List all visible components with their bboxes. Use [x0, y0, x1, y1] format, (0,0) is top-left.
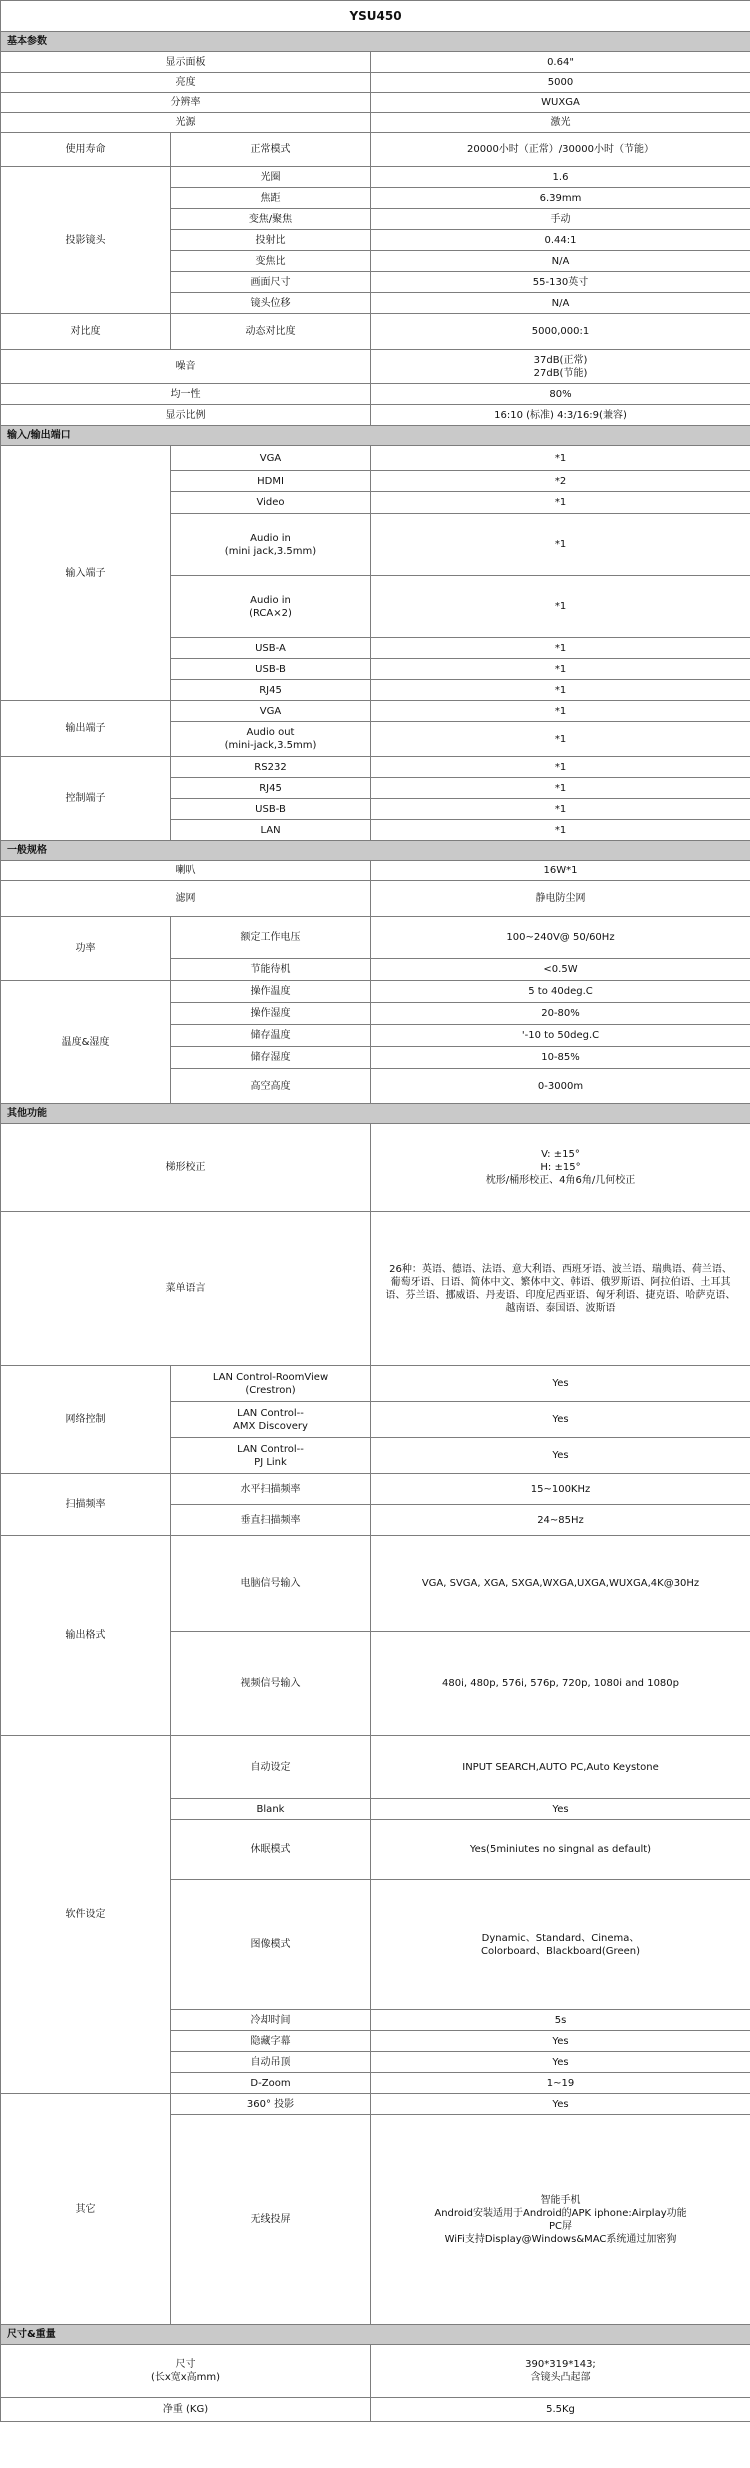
wireless-line: 智能手机: [540, 2194, 581, 2206]
spec-label: 储存温度: [171, 1025, 371, 1047]
spec-value: *1: [371, 659, 750, 680]
spec-row: [1, 881, 750, 917]
spec-value: *1: [371, 701, 750, 722]
noise-normal: 37dB(正常): [533, 354, 588, 366]
spec-row: [1, 2094, 750, 2115]
group-label: 输出格式: [1, 1536, 171, 1736]
spec-label: 水平扫描频率: [171, 1474, 371, 1505]
spec-value: <0.5W: [371, 959, 750, 981]
spec-value: Yes: [371, 2052, 750, 2073]
dims-note: 含镜头凸起部: [530, 2372, 591, 2383]
noise-eco: 27dB(节能): [533, 367, 588, 379]
spec-row: [1, 757, 750, 778]
spec-value: *2: [371, 471, 750, 492]
group-label: 对比度: [1, 314, 171, 350]
spec-row: [1, 446, 750, 471]
spec-row: [1, 113, 750, 133]
port-name: Audio in: [250, 532, 291, 544]
spec-value: 激光: [371, 113, 750, 133]
spec-label: 操作温度: [171, 981, 371, 1003]
spec-label: USB-B: [171, 799, 371, 820]
spec-row: [1, 384, 750, 405]
spec-value: N/A: [371, 293, 750, 314]
spec-row: [1, 1366, 750, 1402]
spec-value: [371, 2115, 750, 2325]
spec-value: *1: [371, 722, 750, 757]
spec-label: 分辨率: [1, 93, 371, 113]
section-other-label: 其他功能: [1, 1104, 750, 1124]
spec-row: [1, 2398, 750, 2422]
section-io: [1, 426, 750, 446]
network-feature-detail: (Crestron): [245, 1384, 296, 1396]
section-size: [1, 2325, 750, 2345]
spec-label: Video: [171, 492, 371, 514]
spec-value: WUXGA: [371, 93, 750, 113]
spec-label: 显示面板: [1, 52, 371, 73]
port-name: Audio out: [246, 727, 295, 738]
network-feature-detail: AMX Discovery: [233, 1420, 308, 1432]
spec-row: [1, 52, 750, 73]
port-detail: (RCA×2): [249, 607, 292, 619]
spec-label: 亮度: [1, 73, 371, 93]
spec-label: Blank: [171, 1799, 371, 1820]
spec-value: [371, 1880, 750, 2010]
image-modes: Dynamic、Standard、Cinema、: [481, 1932, 640, 1944]
spec-row: [1, 2345, 750, 2398]
spec-label: 变焦/聚焦: [171, 209, 371, 230]
title-row: [1, 1, 750, 32]
spec-row: [1, 405, 750, 426]
group-label: 扫描频率: [1, 1474, 171, 1536]
spec-row: [1, 314, 750, 350]
spec-label: 变焦比: [171, 251, 371, 272]
spec-label: 图像模式: [171, 1880, 371, 2010]
spec-value: *1: [371, 820, 750, 841]
spec-row: [1, 133, 750, 167]
spec-label: 正常模式: [171, 133, 371, 167]
spec-label: 滤网: [1, 881, 371, 917]
spec-value: *1: [371, 680, 750, 701]
spec-row: [1, 701, 750, 722]
spec-label: 梯形校正: [1, 1124, 371, 1212]
section-other: [1, 1104, 750, 1124]
group-label: 控制端子: [1, 757, 171, 841]
group-label: 软件设定: [1, 1736, 171, 2094]
spec-label: USB-A: [171, 638, 371, 659]
section-size-label: 尺寸&重量: [1, 2325, 750, 2345]
spec-label: 镜头位移: [171, 293, 371, 314]
spec-value: VGA, SVGA, XGA, SXGA,WXGA,UXGA,WUXGA,4K@30Hz: [371, 1536, 750, 1632]
spec-label: LAN: [171, 820, 371, 841]
spec-row: [1, 1212, 750, 1366]
spec-value: 5000: [371, 73, 750, 93]
spec-label: RJ45: [171, 778, 371, 799]
spec-value: '-10 to 50deg.C: [371, 1025, 750, 1047]
spec-value: 100~240V@ 50/60Hz: [371, 917, 750, 959]
spec-value: 20-80%: [371, 1003, 750, 1025]
spec-value: N/A: [371, 251, 750, 272]
group-label: 投影镜头: [1, 167, 171, 314]
section-general: [1, 841, 750, 861]
spec-row: [1, 1474, 750, 1505]
spec-label: 储存湿度: [171, 1047, 371, 1069]
section-basic-label: 基本参数: [1, 32, 750, 52]
dims-label: 尺寸: [175, 2359, 196, 2370]
spec-label: 焦距: [171, 188, 371, 209]
spec-label: 均一性: [1, 384, 371, 405]
spec-label: 高空高度: [171, 1069, 371, 1104]
spec-label: 操作湿度: [171, 1003, 371, 1025]
keystone-extra: 枕形/桶形校正、4角6角/几何校正: [485, 1175, 636, 1186]
spec-label: VGA: [171, 701, 371, 722]
dims-unit: (长x宽x高mm): [150, 2372, 221, 2383]
group-label: 输出端子: [1, 701, 171, 757]
spec-label: 无线投屏: [171, 2115, 371, 2325]
spec-value: 0.64": [371, 52, 750, 73]
spec-value: 16W*1: [371, 861, 750, 881]
spec-label: 光圈: [171, 167, 371, 188]
wireless-line: PC屏: [548, 2220, 572, 2232]
spec-row: [1, 350, 750, 384]
port-detail: (mini jack,3.5mm): [224, 545, 317, 557]
spec-label: 垂直扫描频率: [171, 1505, 371, 1536]
group-label: 其它: [1, 2094, 171, 2325]
port-detail: (mini-jack,3.5mm): [224, 740, 317, 751]
spec-value: 5 to 40deg.C: [371, 981, 750, 1003]
spec-label: [171, 722, 371, 757]
spec-value: 5000,000:1: [371, 314, 750, 350]
spec-label: [171, 1402, 371, 1438]
port-name: Audio in: [250, 594, 291, 606]
spec-label: 显示比例: [1, 405, 371, 426]
spec-value: INPUT SEARCH,AUTO PC,Auto Keystone: [371, 1736, 750, 1799]
group-label: 输入端子: [1, 446, 171, 701]
spec-value: Yes: [371, 2094, 750, 2115]
spec-value: 16:10 (标准) 4:3/16:9(兼容): [371, 405, 750, 426]
spec-label: [171, 1366, 371, 1402]
spec-value: Yes: [371, 2031, 750, 2052]
spec-value: 0.44:1: [371, 230, 750, 251]
spec-value: 6.39mm: [371, 188, 750, 209]
spec-value: 26种：英语、德语、法语、意大利语、西班牙语、波兰语、瑞典语、荷兰语、葡萄牙语、日语、简体中文、繁体中文、韩语、俄罗斯语、阿拉伯语、土耳其语、芬兰语、挪威语、丹麦语、印度尼西亚语、匈牙利语、捷克语、哈萨克语、越南语、泰国语、波斯语: [371, 1212, 750, 1366]
spec-label: 节能待机: [171, 959, 371, 981]
spec-label: 视频信号输入: [171, 1632, 371, 1736]
spec-label: 投射比: [171, 230, 371, 251]
keystone-vertical: V: ±15°: [541, 1149, 580, 1160]
spec-label: 隐藏字幕: [171, 2031, 371, 2052]
spec-label: 自动吊顶: [171, 2052, 371, 2073]
spec-label: 噪音: [1, 350, 371, 384]
spec-value: 手动: [371, 209, 750, 230]
spec-value: *1: [371, 638, 750, 659]
spec-value: 静电防尘网: [371, 881, 750, 917]
dims-value: 390*319*143;: [525, 2359, 596, 2370]
spec-value: 80%: [371, 384, 750, 405]
network-feature: LAN Control--: [237, 1407, 304, 1419]
spec-label: 动态对比度: [171, 314, 371, 350]
spec-value: *1: [371, 757, 750, 778]
spec-value: 480i, 480p, 576i, 576p, 720p, 1080i and 1080p: [371, 1632, 750, 1736]
spec-label: HDMI: [171, 471, 371, 492]
group-label: 功率: [1, 917, 171, 981]
product-title: YSU450: [1, 1, 750, 32]
spec-label: 画面尺寸: [171, 272, 371, 293]
spec-row: [1, 861, 750, 881]
wireless-line: WiFi支持Display@Windows&MAC系统通过加密狗: [444, 2233, 677, 2245]
spec-label: 休眠模式: [171, 1820, 371, 1880]
spec-value: Yes(5miniutes no singnal as default): [371, 1820, 750, 1880]
spec-label: 光源: [1, 113, 371, 133]
spec-value: *1: [371, 514, 750, 576]
spec-label: D-Zoom: [171, 2073, 371, 2094]
spec-value: Yes: [371, 1438, 750, 1474]
spec-label: [171, 514, 371, 576]
spec-value: 55-130英寸: [371, 272, 750, 293]
spec-value: *1: [371, 778, 750, 799]
network-feature-detail: PJ Link: [254, 1456, 287, 1468]
spec-label: 冷却时间: [171, 2010, 371, 2031]
spec-row: [1, 917, 750, 959]
keystone-horizontal: H: ±15°: [540, 1162, 581, 1173]
spec-label: USB-B: [171, 659, 371, 680]
section-general-label: 一般规格: [1, 841, 750, 861]
spec-value: 0-3000m: [371, 1069, 750, 1104]
group-label: 温度&湿度: [1, 981, 171, 1104]
spec-label: [171, 1438, 371, 1474]
spec-label: 菜单语言: [1, 1212, 371, 1366]
spec-value: 24~85Hz: [371, 1505, 750, 1536]
spec-value: 10-85%: [371, 1047, 750, 1069]
section-basic: [1, 32, 750, 52]
network-feature: LAN Control-RoomView: [212, 1371, 329, 1383]
spec-label: RS232: [171, 757, 371, 778]
spec-value: Yes: [371, 1366, 750, 1402]
spec-label: 净重 (KG): [1, 2398, 371, 2422]
spec-value: [371, 1124, 750, 1212]
spec-value: 1.6: [371, 167, 750, 188]
spec-value: Yes: [371, 1799, 750, 1820]
spec-value: 1~19: [371, 2073, 750, 2094]
spec-label: [171, 576, 371, 638]
spec-row: [1, 981, 750, 1003]
spec-label: RJ45: [171, 680, 371, 701]
image-modes-more: Colorboard、Blackboard(Green): [480, 1945, 640, 1957]
spec-label: 360° 投影: [171, 2094, 371, 2115]
spec-value: 5s: [371, 2010, 750, 2031]
spec-label: 额定工作电压: [171, 917, 371, 959]
section-io-label: 输入/输出端口: [1, 426, 750, 446]
spec-label: [1, 2345, 371, 2398]
network-feature: LAN Control--: [237, 1443, 304, 1455]
spec-row: [1, 93, 750, 113]
spec-label: 喇叭: [1, 861, 371, 881]
group-label: 使用寿命: [1, 133, 171, 167]
spec-row: [1, 1124, 750, 1212]
spec-value: [371, 2345, 750, 2398]
spec-value: *1: [371, 446, 750, 471]
wireless-line: Android安装适用于Android的APK iphone:Airplay功能: [434, 2207, 687, 2219]
spec-value: Yes: [371, 1402, 750, 1438]
spec-label: VGA: [171, 446, 371, 471]
spec-row: [1, 73, 750, 93]
spec-row: [1, 1536, 750, 1632]
spec-label: 电脑信号输入: [171, 1536, 371, 1632]
spec-value: 20000小时（正常）/30000小时（节能）: [371, 133, 750, 167]
group-label: 网络控制: [1, 1366, 171, 1474]
spec-row: [1, 1736, 750, 1799]
spec-value: *1: [371, 799, 750, 820]
spec-label: 自动设定: [171, 1736, 371, 1799]
spec-value: *1: [371, 492, 750, 514]
spec-value: [371, 350, 750, 384]
spec-value: 15~100KHz: [371, 1474, 750, 1505]
spec-value: 5.5Kg: [371, 2398, 750, 2422]
spec-row: [1, 167, 750, 188]
spec-value: *1: [371, 576, 750, 638]
